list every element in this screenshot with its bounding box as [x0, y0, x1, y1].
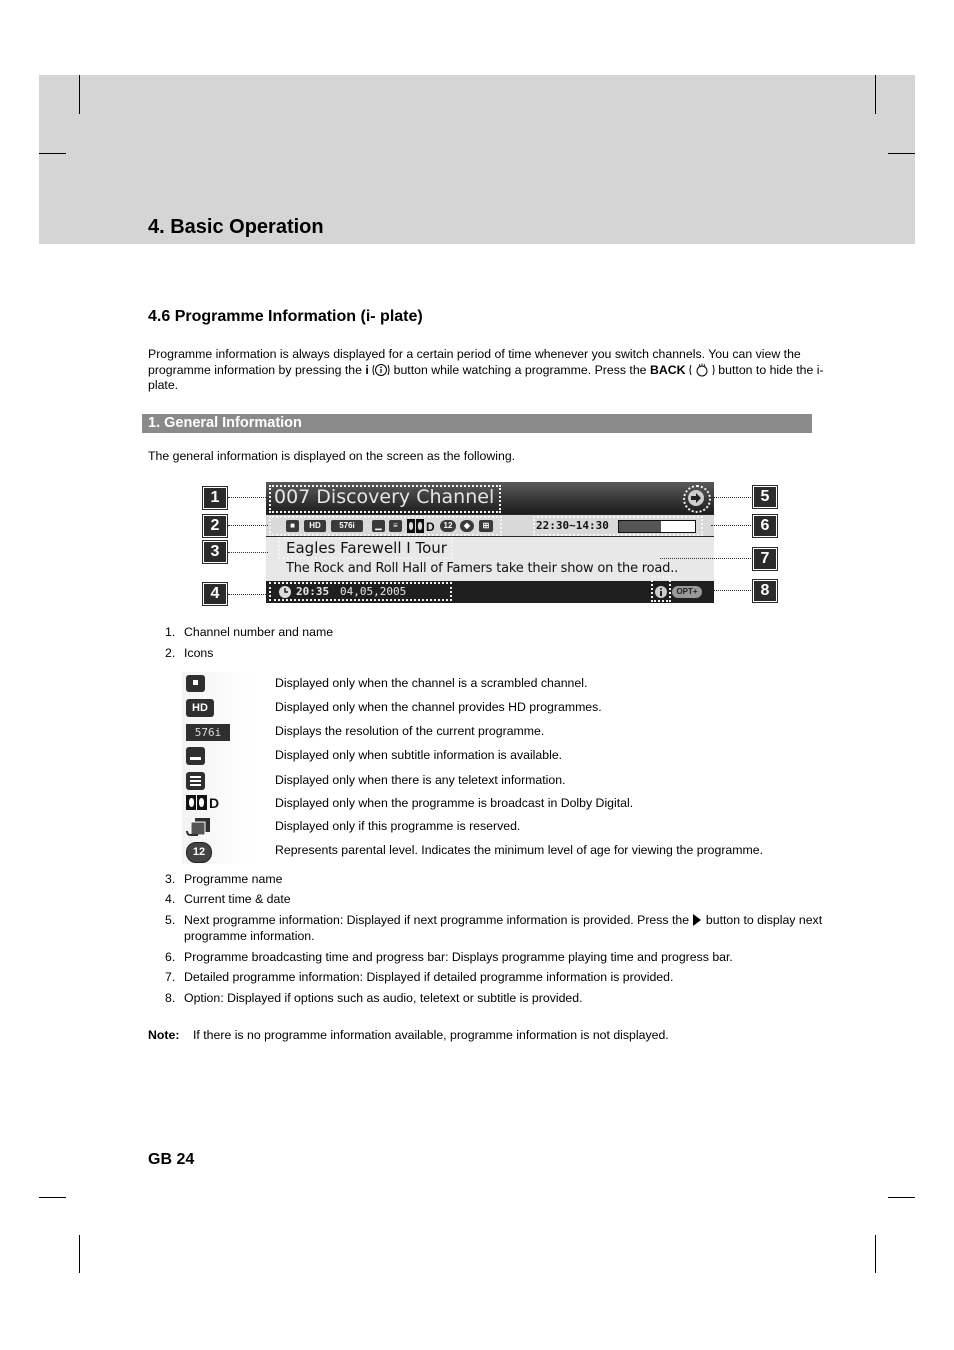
teletext-icon — [186, 772, 205, 790]
osd-time-range: 22:30~14:30 — [536, 519, 609, 532]
osd-resolution-icon: 576i — [331, 520, 363, 532]
callout-box-2 — [269, 516, 502, 536]
icon-description: Displayed only when there is any teletext information. — [275, 773, 566, 787]
callout-number-4: 4 — [203, 583, 227, 605]
crop-mark — [39, 153, 66, 154]
list-text: Icons — [184, 646, 214, 660]
subtitle-icon — [186, 747, 205, 765]
callout-box-6 — [533, 516, 703, 536]
osd-teletext-icon: ≡ — [389, 520, 402, 532]
crop-mark — [888, 153, 915, 154]
callout-box-5 — [683, 485, 711, 513]
osd-channel-name: 007 Discovery Channel — [274, 486, 495, 508]
osd-hd-icon: HD — [304, 520, 326, 532]
list-text — [184, 913, 824, 944]
list-number: 4. — [165, 892, 176, 906]
icon-description: Represents parental level. Indicates the minimum level of age for viewing the programme. — [275, 843, 764, 857]
icon-description: Displayed only when the programme is broadcast in Dolby Digital. — [275, 796, 634, 810]
intro-text-1: Programme information is always displayed for a certain period of time whenever you switch channels. You can view the programme information by pressing the — [148, 347, 801, 377]
info-button-icon — [372, 363, 390, 377]
section-title: 4.6 Programme Information (i- plate) — [148, 308, 423, 325]
list-number: 1. — [165, 625, 176, 639]
callout-number-7: 7 — [753, 548, 777, 570]
callout-number-3: 3 — [203, 541, 227, 563]
intro-paragraph — [148, 347, 828, 394]
svg-text:D: D — [209, 795, 220, 810]
icon-description: Displayed only when the channel provides HD programmes. — [275, 700, 602, 714]
crop-mark — [79, 75, 80, 114]
osd-programme-name: Eagles Farewell I Tour — [286, 539, 447, 557]
general-information-heading: 1. General Information — [142, 414, 812, 433]
svg-text:D: D — [426, 520, 435, 533]
list-text-part: button to display next programme information. — [184, 913, 823, 943]
callout-box-4 — [269, 582, 452, 601]
callout-box-3 — [278, 537, 453, 559]
leader-line — [711, 525, 751, 526]
crop-mark — [875, 75, 876, 114]
osd-clock: 20:35 — [296, 585, 330, 598]
chapter-title: 4. Basic Operation — [148, 216, 324, 238]
back-key-label: BACK — [649, 362, 686, 377]
osd-parental-icon: 12 — [440, 520, 456, 532]
leader-line — [711, 497, 751, 498]
list-number: 8. — [165, 991, 176, 1005]
general-information-description: The general information is displayed on the screen as the following. — [148, 449, 516, 463]
leader-line — [228, 552, 268, 553]
osd-extra-icon: ⊞ — [479, 520, 493, 532]
leader-line — [228, 594, 268, 595]
scrambled-icon — [186, 675, 205, 692]
leader-line — [711, 590, 751, 591]
osd-programme-description: The Rock and Roll Hall of Famers take their show on the road.. — [286, 561, 679, 576]
list-number: 6. — [165, 950, 176, 964]
list-text: Programme name — [184, 872, 283, 886]
leader-line — [660, 558, 751, 559]
crop-mark — [39, 1197, 66, 1198]
reserved-icon — [186, 817, 212, 842]
callout-number-5: 5 — [753, 486, 777, 508]
note-label: Note: — [148, 1028, 180, 1042]
leader-line — [228, 525, 268, 526]
i-key-label: i — [365, 362, 369, 377]
page-number: GB 24 — [148, 1151, 195, 1168]
callout-number-8: 8 — [753, 580, 777, 602]
list-number: 5. — [165, 913, 176, 927]
leader-line — [228, 497, 268, 498]
icon-description: Displayed only when the channel is a scrambled channel. — [275, 676, 588, 690]
list-number: 3. — [165, 872, 176, 886]
callout-box-7 — [651, 576, 671, 602]
right-arrow-icon — [692, 913, 702, 927]
list-text: Current time & date — [184, 892, 291, 906]
list-number: 2. — [165, 646, 176, 660]
i-plate-screenshot — [266, 482, 714, 603]
osd-date: 04,05,2005 — [340, 585, 407, 598]
crop-mark — [888, 1197, 915, 1198]
osd-subtitle-icon: ▁ — [372, 520, 385, 532]
hd-icon: HD — [186, 699, 214, 717]
osd-reserved-icon: ◆ — [460, 520, 474, 532]
callout-number-2: 2 — [203, 515, 227, 537]
callout-number-6: 6 — [753, 515, 777, 537]
parental-level-icon: 12 — [186, 842, 212, 863]
list-text: Programme broadcasting time and progress bar: Displays programme playing time and progress bar. — [184, 950, 733, 964]
list-text: Channel number and name — [184, 625, 334, 639]
intro-text-3: button to hide the i-plate. — [148, 362, 824, 393]
callout-box-1 — [269, 485, 501, 513]
osd-scrambled-icon: ■ — [286, 520, 299, 532]
resolution-icon: 576i — [186, 724, 230, 741]
intro-text-2: button while watching a programme. Press the — [390, 362, 650, 377]
list-text: Detailed programme information: Displayed if detailed programme information is provided. — [184, 970, 674, 984]
back-button-icon — [689, 363, 715, 377]
list-text: Option: Displayed if options such as audio, teletext or subtitle is provided. — [184, 991, 583, 1005]
callout-number-1: 1 — [203, 487, 227, 509]
icon-description: Displays the resolution of the current programme. — [275, 724, 545, 738]
icon-description: Displayed only if this programme is reserved. — [275, 819, 521, 833]
list-text-part: Next programme information: Displayed if next programme information is provided. Press the — [184, 913, 693, 927]
crop-mark — [875, 1235, 876, 1273]
list-number: 7. — [165, 970, 176, 984]
osd-option-icon: OPT+ — [672, 586, 702, 598]
icon-description: Displayed only when subtitle information is available. — [275, 748, 563, 762]
note-text: If there is no programme information available, programme information is not displayed. — [193, 1028, 669, 1042]
dolby-digital-icon — [186, 795, 222, 815]
crop-mark — [79, 1235, 80, 1273]
